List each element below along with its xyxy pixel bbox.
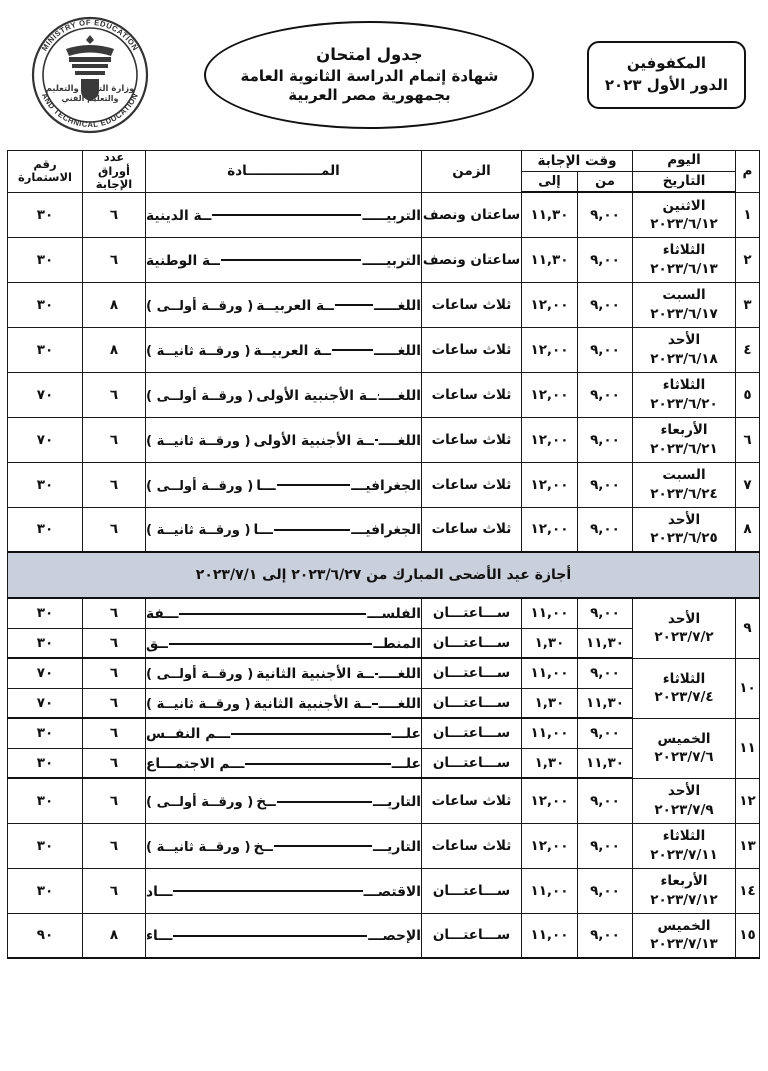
subject-leader-line [375, 431, 378, 445]
subject-name-tail: ــق [146, 635, 168, 652]
cell-time-to: ١٢,٠٠ [522, 372, 578, 417]
table-row [8, 868, 760, 913]
exam-date: ٢٠٢٣/٦/١٣ [650, 260, 718, 277]
table-body [8, 192, 760, 958]
cell-answer-sheets: ٦ [83, 598, 146, 628]
subject-paper-part: ( ورقــة ثانيــة ) [146, 696, 251, 712]
cell-time-from: ١١,٣٠ [578, 628, 633, 658]
day-name: الخميس [657, 918, 711, 935]
cell-time-to: ١١,٠٠ [522, 718, 578, 748]
subject-name-tail: ــة الوطنية [146, 252, 220, 269]
subject-name-head: الجغرافيـــ [351, 477, 421, 494]
subject-name-head: الفلســـ [367, 606, 421, 623]
day-name: الأحد [667, 783, 701, 800]
exam-date: ٢٠٢٣/٧/٤ [654, 689, 714, 706]
title-line-3: بجمهورية مصر العربية [288, 86, 451, 105]
exam-date: ٢٠٢٣/٧/١١ [650, 846, 718, 863]
exam-date: ٢٠٢٣/٦/٢١ [650, 440, 718, 457]
cell-form-number: ٣٠ [8, 192, 83, 237]
cell-row-number: ٣ [736, 282, 760, 327]
cell-day-date [633, 778, 736, 823]
cell-duration: ثلاث ساعات [422, 282, 522, 327]
cell-subject [146, 417, 422, 462]
exam-date: ٢٠٢٣/٦/١٨ [650, 350, 718, 367]
cell-answer-sheets: ٦ [83, 823, 146, 868]
title-oval-wrap [152, 15, 587, 135]
cell-duration: ثلاث ساعات [422, 462, 522, 507]
cell-duration: ســـاعتـــان [422, 658, 522, 688]
cell-time-to: ١,٣٠ [522, 688, 578, 718]
cell-form-number: ٩٠ [8, 913, 83, 958]
day-name: الثلاثاء [662, 242, 706, 259]
subject-paper-part: ( ورقــة أولــى ) [146, 478, 254, 494]
exam-schedule-table [7, 150, 760, 959]
cell-time-to: ١,٣٠ [522, 628, 578, 658]
day-name: الاثنين [662, 197, 706, 214]
cell-form-number: ٣٠ [8, 748, 83, 778]
cell-day-date [633, 282, 736, 327]
cell-answer-sheets: ٦ [83, 237, 146, 282]
cell-row-number: ١٣ [736, 823, 760, 868]
cell-answer-sheets: ٦ [83, 507, 146, 552]
cell-time-to: ١٢,٠٠ [522, 507, 578, 552]
exam-date: ٢٠٢٣/٦/٢٤ [650, 485, 718, 502]
subject-name-head: التربيـــــ [362, 252, 421, 269]
subject-paper-part: ( ورقــة ثانيــة ) [146, 433, 251, 449]
day-name: الثلاثاء [662, 670, 706, 687]
table-row [8, 507, 760, 552]
header-duration: الزمن [422, 151, 522, 193]
cell-form-number: ٣٠ [8, 282, 83, 327]
svg-text:والتعليم الفني: والتعليم الفني [61, 94, 119, 103]
exam-date: ٢٠٢٣/٦/١٧ [650, 305, 718, 322]
subject-name-head: المنطــ [373, 635, 421, 652]
cell-duration: ثلاث ساعات [422, 417, 522, 462]
cell-subject [146, 778, 422, 823]
table-row [8, 718, 760, 748]
cell-time-to: ١١,٠٠ [522, 868, 578, 913]
subject-leader-line [274, 837, 372, 851]
subject-leader-line [179, 605, 366, 619]
header-subject: المــــــــــــــــادة [146, 151, 422, 193]
subject-name-tail: ــة الأجنبية الثانية [253, 695, 372, 712]
cell-form-number: ٣٠ [8, 628, 83, 658]
cell-subject [146, 748, 422, 778]
cell-duration: ســـاعتـــان [422, 868, 522, 913]
cell-subject [146, 688, 422, 718]
cell-time-to: ١١,٠٠ [522, 913, 578, 958]
cell-duration: ســـاعتـــان [422, 718, 522, 748]
subject-name-tail: ـــا [256, 477, 276, 494]
table-header [8, 151, 760, 193]
cell-subject [146, 718, 422, 748]
cell-time-to: ١١,٣٠ [522, 192, 578, 237]
header-day: اليوم [633, 151, 736, 172]
ministry-seal-icon [28, 13, 152, 137]
cell-answer-sheets: ٦ [83, 417, 146, 462]
cell-subject [146, 628, 422, 658]
cell-time-to: ١٢,٠٠ [522, 462, 578, 507]
day-name: السبت [662, 467, 706, 484]
cell-time-to: ١١,٠٠ [522, 598, 578, 628]
exam-date: ٢٠٢٣/٧/٢ [654, 629, 714, 646]
svg-text:MINISTRY OF EDUCATION: MINISTRY OF EDUCATION [39, 17, 141, 53]
cell-duration: ســـاعتـــان [422, 688, 522, 718]
cell-form-number: ٣٠ [8, 327, 83, 372]
exam-round-label: الدور الأول ٢٠٢٣ [604, 75, 728, 94]
cell-form-number: ٣٠ [8, 823, 83, 868]
cell-answer-sheets: ٦ [83, 868, 146, 913]
cell-form-number: ٣٠ [8, 462, 83, 507]
subject-paper-part: ( ورقــة أولــى ) [146, 667, 254, 683]
cell-subject [146, 823, 422, 868]
cell-row-number: ٨ [736, 507, 760, 552]
cell-time-to: ١,٣٠ [522, 748, 578, 778]
exam-round-box [587, 41, 746, 110]
cell-time-from: ٩,٠٠ [578, 823, 633, 868]
cell-duration: ساعتان ونصف [422, 237, 522, 282]
cell-answer-sheets: ٦ [83, 658, 146, 688]
subject-leader-line [231, 725, 391, 739]
cell-row-number: ١٥ [736, 913, 760, 958]
subject-name-head: التربيـــــ [362, 207, 421, 224]
cell-time-from: ٩,٠٠ [578, 237, 633, 282]
subject-name-head: اللغــــ [378, 432, 421, 449]
table-row [8, 372, 760, 417]
cell-time-from: ٩,٠٠ [578, 327, 633, 372]
cell-row-number: ٦ [736, 417, 760, 462]
subject-name-head: اللغـــــ [374, 297, 421, 314]
exam-date: ٢٠٢٣/٦/٢٠ [650, 395, 718, 412]
cell-subject [146, 598, 422, 628]
cell-subject [146, 327, 422, 372]
exam-date: ٢٠٢٣/٧/٦ [654, 749, 714, 766]
cell-day-date [633, 507, 736, 552]
cell-duration: ثلاث ساعات [422, 507, 522, 552]
header-sheets [83, 151, 146, 193]
cell-form-number: ٧٠ [8, 417, 83, 462]
subject-name-tail: ـــاء [146, 928, 173, 945]
table-row [8, 462, 760, 507]
table-row [8, 913, 760, 958]
subject-name-tail: ـــاد [146, 883, 173, 900]
cell-time-from: ١١,٣٠ [578, 688, 633, 718]
cell-time-to: ١١,٣٠ [522, 237, 578, 282]
document-header [0, 0, 768, 150]
cell-subject [146, 462, 422, 507]
cell-form-number: ٧٠ [8, 658, 83, 688]
exam-date: ٢٠٢٣/٧/٩ [654, 801, 714, 818]
cell-duration: ثلاث ساعات [422, 778, 522, 823]
table-row [8, 327, 760, 372]
cell-time-to: ١٢,٠٠ [522, 823, 578, 868]
cell-day-date [633, 868, 736, 913]
cell-row-number: ٤ [736, 327, 760, 372]
cell-time-to: ١٢,٠٠ [522, 282, 578, 327]
cell-day-date [633, 417, 736, 462]
subject-leader-line [169, 634, 372, 648]
table-row [8, 598, 760, 628]
subject-name-head: اللغـــــ [374, 342, 421, 359]
exam-date: ٢٠٢٣/٦/١٢ [650, 215, 718, 232]
cell-time-from: ٩,٠٠ [578, 372, 633, 417]
cell-time-from: ٩,٠٠ [578, 778, 633, 823]
holiday-banner-row [8, 552, 760, 598]
cell-day-date [633, 327, 736, 372]
day-name: الثلاثاء [662, 377, 706, 394]
cell-duration: ثلاث ساعات [422, 823, 522, 868]
ministry-logo [28, 13, 152, 137]
cell-day-date [633, 598, 736, 658]
cell-time-from: ٩,٠٠ [578, 658, 633, 688]
subject-paper-part: ( ورقــة أولــى ) [146, 794, 254, 810]
header-no: م [736, 151, 760, 193]
subject-name-head: علـــ [391, 755, 421, 772]
subject-paper-part: ( ورقــة أولــى ) [146, 298, 254, 314]
cell-answer-sheets: ٦ [83, 688, 146, 718]
schedule-table-wrap [0, 150, 768, 959]
cell-form-number: ٣٠ [8, 237, 83, 282]
exam-date: ٢٠٢٣/٦/٢٥ [650, 530, 718, 547]
subject-name-tail: ـــا [253, 522, 273, 539]
cell-day-date [633, 913, 736, 958]
subject-paper-part: ( ورقــة أولــى ) [146, 388, 254, 404]
header-from: من [578, 171, 633, 192]
cell-form-number: ٧٠ [8, 688, 83, 718]
cell-row-number: ٩ [736, 598, 760, 658]
subject-name-tail: ــخ [253, 838, 273, 855]
subject-paper-part: ( ورقــة ثانيــة ) [146, 343, 251, 359]
day-name: السبت [662, 287, 706, 304]
subject-leader-line [274, 521, 350, 535]
subject-leader-line [372, 694, 378, 708]
cell-subject [146, 372, 422, 417]
exam-date: ٢٠٢٣/٧/١٢ [650, 891, 718, 908]
cell-day-date [633, 372, 736, 417]
header-sheets-line3: الإجابة [95, 177, 133, 192]
cell-time-from: ١١,٣٠ [578, 748, 633, 778]
subject-name-tail: ــخ [256, 793, 276, 810]
cell-time-from: ٩,٠٠ [578, 507, 633, 552]
cell-time-from: ٩,٠٠ [578, 718, 633, 748]
cell-day-date [633, 823, 736, 868]
cell-answer-sheets: ٦ [83, 718, 146, 748]
cell-form-number: ٣٠ [8, 718, 83, 748]
cell-answer-sheets: ٦ [83, 462, 146, 507]
cell-answer-sheets: ٦ [83, 628, 146, 658]
subject-name-head: التاريـــ [373, 838, 421, 855]
cell-duration: ســـاعتـــان [422, 748, 522, 778]
cell-row-number: ١٤ [736, 868, 760, 913]
subject-leader-line [173, 882, 362, 896]
cell-day-date [633, 462, 736, 507]
subject-name-tail: ــة العربيــة [253, 342, 332, 359]
subject-name-head: اللغــــ [378, 666, 421, 683]
cell-answer-sheets: ٨ [83, 327, 146, 372]
subject-leader-line [335, 296, 373, 310]
cell-form-number: ٣٠ [8, 598, 83, 628]
cell-duration: ثلاث ساعات [422, 372, 522, 417]
cell-answer-sheets: ٨ [83, 282, 146, 327]
header-sheets-line1: عدد [103, 150, 125, 164]
cell-subject [146, 507, 422, 552]
cell-duration: ســـاعتـــان [422, 628, 522, 658]
cell-time-from: ٩,٠٠ [578, 192, 633, 237]
cell-row-number: ١٢ [736, 778, 760, 823]
day-name: الخميس [657, 730, 711, 747]
cell-answer-sheets: ٦ [83, 372, 146, 417]
header-form-line2: الاستمارة [18, 170, 72, 185]
cell-answer-sheets: ٦ [83, 778, 146, 823]
cell-time-to: ١٢,٠٠ [522, 327, 578, 372]
cell-time-from: ٩,٠٠ [578, 913, 633, 958]
table-row [8, 237, 760, 282]
cell-time-from: ٩,٠٠ [578, 417, 633, 462]
cell-duration: ساعتان ونصف [422, 192, 522, 237]
cell-row-number: ٢ [736, 237, 760, 282]
exam-date: ٢٠٢٣/٧/١٣ [650, 936, 718, 953]
cell-form-number: ٧٠ [8, 372, 83, 417]
table-row [8, 282, 760, 327]
cell-time-from: ٩,٠٠ [578, 868, 633, 913]
table-row [8, 778, 760, 823]
subject-name-head: الجغرافيـــ [351, 522, 421, 539]
subject-name-head: علـــ [391, 726, 421, 743]
subject-name-head: اللغــــ [378, 695, 421, 712]
cell-time-from: ٩,٠٠ [578, 598, 633, 628]
exam-title-oval [204, 21, 534, 129]
cell-row-number: ١١ [736, 718, 760, 778]
header-form [8, 151, 83, 193]
header-sheets-line2: أوراق [98, 163, 130, 178]
cell-answer-sheets: ٦ [83, 748, 146, 778]
cell-time-to: ١٢,٠٠ [522, 417, 578, 462]
subject-name-tail: ـــفة [146, 606, 179, 623]
table-row [8, 658, 760, 688]
subject-name-tail: ــة الأجنبية الأولى [256, 387, 377, 404]
subject-name-tail: ــة العربيــة [256, 297, 334, 314]
exam-category-label: المكفوفين [626, 53, 707, 72]
cell-form-number: ٣٠ [8, 778, 83, 823]
header-to: إلى [522, 171, 578, 192]
cell-row-number: ٥ [736, 372, 760, 417]
cell-row-number: ٧ [736, 462, 760, 507]
subject-leader-line [245, 754, 390, 768]
cell-time-from: ٩,٠٠ [578, 462, 633, 507]
cell-day-date [633, 658, 736, 718]
header-form-line1: رقم [33, 156, 57, 171]
svg-text:AND TECHNICAL EDUCATION: AND TECHNICAL EDUCATION [39, 91, 141, 130]
header-row-1 [8, 151, 760, 172]
subject-name-tail: ــة الأجنبية الأولى [253, 432, 374, 449]
table-row [8, 192, 760, 237]
table-row [8, 417, 760, 462]
svg-text:وزارة التربية والتعليم: وزارة التربية والتعليم [45, 84, 135, 94]
day-name: الثلاثاء [662, 828, 706, 845]
subject-name-tail: ـــم الاجتمـــاع [146, 755, 245, 772]
cell-duration: ســـاعتـــان [422, 913, 522, 958]
subject-name-tail: ـــم النفــس [146, 726, 231, 743]
subject-paper-part: ( ورقــة ثانيــة ) [146, 839, 251, 855]
title-line-2: شهادة إتمام الدراسة الثانوية العامة [240, 66, 499, 85]
cell-day-date [633, 237, 736, 282]
cell-day-date [633, 718, 736, 778]
day-name: الأحد [667, 611, 701, 628]
title-line-1: جدول امتحان [316, 44, 423, 64]
cell-subject [146, 868, 422, 913]
day-name: الأربعاء [660, 422, 708, 439]
cell-row-number: ١ [736, 192, 760, 237]
cell-form-number: ٣٠ [8, 868, 83, 913]
day-name: الأحد [667, 332, 701, 349]
cell-row-number: ١٠ [736, 658, 760, 718]
subject-leader-line [277, 476, 351, 490]
cell-subject [146, 192, 422, 237]
subject-name-head: الإحصـــ [368, 928, 421, 945]
table-row [8, 823, 760, 868]
cell-time-to: ١٢,٠٠ [522, 778, 578, 823]
cell-subject [146, 658, 422, 688]
subject-name-head: اللغــــ [378, 387, 421, 404]
cell-form-number: ٣٠ [8, 507, 83, 552]
subject-leader-line [221, 251, 362, 265]
cell-answer-sheets: ٨ [83, 913, 146, 958]
cell-duration: ســـاعتـــان [422, 598, 522, 628]
cell-answer-sheets: ٦ [83, 192, 146, 237]
cell-subject [146, 913, 422, 958]
cell-duration: ثلاث ساعات [422, 327, 522, 372]
subject-leader-line [375, 665, 378, 679]
cell-day-date [633, 192, 736, 237]
subject-name-tail: ــة الأجنبية الثانية [256, 666, 374, 683]
subject-name-tail: ــة الدينية [146, 207, 212, 224]
day-name: الأحد [667, 512, 701, 529]
cell-subject [146, 237, 422, 282]
subject-name-head: الاقتصـــ [363, 883, 421, 900]
subject-leader-line [173, 927, 367, 941]
holiday-banner-text: أجازة عيد الأضحى المبارك من ٢٠٢٣/٦/٢٧ إلى ٢٠٢٣/٧/١ [8, 552, 760, 598]
header-date: التاريخ [633, 171, 736, 192]
subject-name-head: التاريـــ [373, 793, 421, 810]
cell-time-to: ١١,٠٠ [522, 658, 578, 688]
subject-paper-part: ( ورقــة ثانيــة ) [146, 523, 251, 539]
header-answer-time: وقت الإجابة [522, 151, 633, 172]
cell-subject [146, 282, 422, 327]
subject-leader-line [332, 341, 373, 355]
day-name: الأربعاء [660, 873, 708, 890]
cell-time-from: ٩,٠٠ [578, 282, 633, 327]
subject-leader-line [212, 206, 361, 220]
subject-leader-line [277, 792, 372, 806]
